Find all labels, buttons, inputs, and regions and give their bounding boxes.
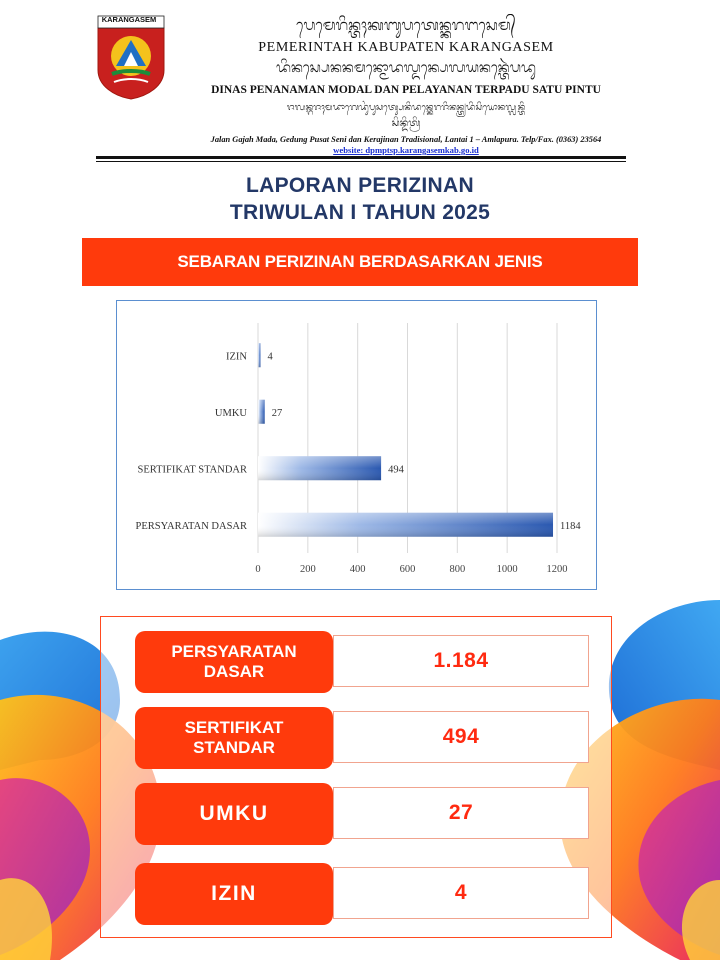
- balinese-script-line-4: ᬲᬶᬦ᭄ᬤᬶᬢ᭄ᬭᬶ: [391, 118, 421, 129]
- summary-label: IZIN: [135, 863, 333, 925]
- x-tick-label: 1000: [496, 564, 518, 575]
- summary-value: 1.184: [333, 635, 589, 687]
- summary-panel: [100, 616, 612, 938]
- data-label: 1184: [560, 520, 581, 532]
- bar-chart-svg: [117, 301, 596, 589]
- bar-shading: [258, 513, 553, 537]
- balinese-script-line-3: ᬚᬮᬦ᭄ᬕᬚᬄᬫᬤᬵᬕᬾᬤᬸᬂᬧᬸᬲᬢ᭄ᬲᬾᬦᬶᬤᬦ᭄ᬓᬾᬭᬚᬶᬦᬦ᭄ᬢ᭄ᬭᬤᬶᬲᬶᬬᭀᬦᬮ᭄ᬮᬦ᭄ᬢᬶ: [286, 103, 526, 113]
- x-tick-label: 800: [449, 564, 466, 575]
- office-address: Jalan Gajah Mada, Gedung Pusat Seni dan Kerajinan Tradisional, Lantai 1 – Amlapura. Telp/Fax. (0363) 23564: [210, 135, 602, 144]
- data-label: 494: [388, 464, 404, 476]
- summary-label: SERTIFIKAT STANDAR: [135, 707, 333, 769]
- category-label: SERTIFIKAT STANDAR: [137, 464, 247, 476]
- x-tick-label: 200: [299, 564, 316, 575]
- x-tick-label: 400: [349, 564, 366, 575]
- summary-row-persyaratan-dasar: [135, 631, 589, 693]
- letterhead-rule-thin: [96, 161, 626, 162]
- letterhead-rule-thick: [96, 156, 626, 159]
- summary-row-umku: [135, 783, 589, 845]
- summary-value: 27: [333, 787, 589, 839]
- department-name: DINAS PENANAMAN MODAL DAN PELAYANAN TERPADU SATU PINTU: [211, 84, 601, 96]
- bar-shading: [258, 343, 261, 367]
- x-tick-label: 0: [255, 564, 261, 575]
- website-link[interactable]: website: dpmptsp.karangasemkab.go.id: [333, 145, 479, 155]
- summary-row-sertifikat-standar: [135, 707, 589, 769]
- x-tick-label: 600: [399, 564, 416, 575]
- balinese-script-line-2: ᬤᬶᬦᬲ᭄ᬧᬾᬦᬦᬫᬦ᭄ᬫᭀᬤᬮ᭄ᬤᬦ᭄ᬧᬾᬮᬬᬦᬦ᭄ᬢᬾᬃᬧᬤᬸ: [275, 60, 537, 76]
- summary-value: 4: [333, 867, 589, 919]
- category-label: IZIN: [226, 351, 247, 363]
- report-title-line-2: TRIWULAN I TAHUN 2025: [229, 201, 491, 224]
- summary-label: PERSYARATAN DASAR: [135, 631, 333, 693]
- letterhead: [92, 12, 628, 162]
- data-label: 27: [271, 407, 283, 419]
- summary-label: UMKU: [135, 783, 333, 845]
- bar-chart: [116, 300, 597, 590]
- category-label: PERSYARATAN DASAR: [135, 520, 247, 532]
- karangasem-crest-logo: [94, 14, 168, 100]
- logo-label: KARANGASEM: [101, 15, 157, 24]
- category-label: UMKU: [214, 407, 247, 419]
- balinese-script-line-1: ᬧᬾᬫᬾᬭᬶᬦ᭄ᬢᬄᬓᬩᬸᬧᬢᬾᬦ᭄ᬓᬭᬗᬲᬾᬫ᭄: [296, 16, 516, 34]
- government-name: PEMERINTAH KABUPATEN KARANGASEM: [258, 40, 554, 55]
- x-tick-label: 1200: [546, 564, 568, 575]
- data-label: 4: [267, 351, 273, 363]
- summary-value: 494: [333, 711, 589, 763]
- bar-shading: [258, 400, 265, 424]
- bar-shading: [258, 456, 381, 480]
- report-title-line-1: LAPORAN PERIZINAN: [246, 174, 474, 197]
- section-banner: SEBARAN PERIZINAN BERDASARKAN JENIS: [82, 238, 638, 286]
- summary-row-izin: [135, 863, 589, 925]
